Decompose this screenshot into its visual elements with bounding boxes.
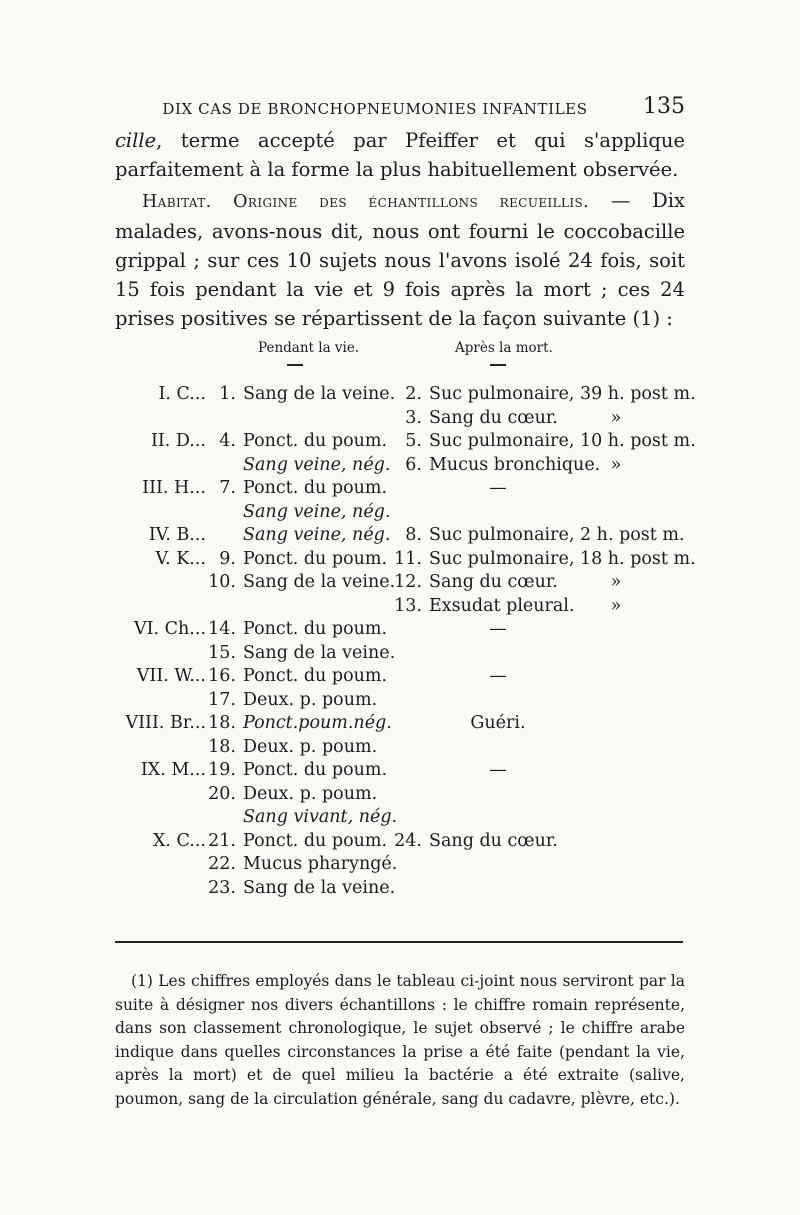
sample-during-life: Ponct. du poum.	[243, 478, 388, 498]
footnote: (1) Les chiffres employés dans le tableau ci-joint nous serviront par la suite à désigner nos divers échantillons : le chiffre romain représente, dans son classement chronologique, le sujet observé ; le chiffre arabe indique dans quelles circonstances la prise a été faite (pendant la vie, après la mort) et de quel milieu la bactérie a été extraite (salive, poumon, sang de la circulation générale, sang du cadavre, plèvre, etc.).	[115, 972, 685, 1108]
sample-during-life: Ponct. du poum.	[243, 431, 388, 451]
table-row	[0, 500, 800, 524]
after-death-mark: —	[489, 760, 507, 780]
sample-number: 5.	[405, 431, 422, 451]
subject-label: X. C...	[152, 830, 206, 851]
table-row	[0, 547, 800, 571]
table-row	[0, 782, 800, 806]
sample-number: 3.	[405, 407, 422, 428]
sample-number: 15.	[208, 642, 236, 663]
sample-number: 24.	[394, 830, 422, 851]
sample-number: 6.	[405, 454, 422, 475]
sample-after-death: Suc pulmonaire, 39 h. post m.	[429, 384, 696, 404]
paragraph-habitat	[115, 186, 685, 333]
italic-term: cille	[115, 129, 157, 152]
sample-during-life: Sang veine, nég.	[243, 501, 391, 522]
sample-during-life: Sang veine, nég.	[243, 525, 391, 545]
ditto-mark: »	[610, 572, 622, 592]
sample-number: 13.	[394, 595, 422, 616]
table-row	[0, 758, 800, 782]
sample-during-life: Sang vivant, nég.	[243, 807, 398, 827]
sample-number: 20.	[208, 783, 236, 804]
after-death-mark: —	[489, 666, 507, 686]
sample-after-death: Exsudat pleural.	[429, 595, 575, 616]
sample-after-death: Suc pulmonaire, 10 h. post m.	[429, 431, 696, 451]
paragraph-text: , terme accepté par Pfeiffer et qui s'applique parfaitement à la forme la plus habituellement observée.	[115, 129, 685, 181]
footnote-rule	[115, 941, 683, 943]
table-row	[0, 453, 800, 477]
sample-number: 4.	[219, 431, 236, 451]
sample-number: 7.	[219, 478, 236, 498]
table-row	[0, 617, 800, 641]
sample-after-death: Mucus bronchique.	[429, 454, 601, 475]
table-row	[0, 523, 800, 547]
sample-number: 21.	[208, 830, 236, 851]
subject-label: IX. M...	[140, 760, 206, 780]
ditto-mark: »	[610, 595, 622, 616]
sample-during-life: Ponct. du poum.	[243, 830, 388, 851]
column-dash	[287, 364, 303, 366]
sample-number: 11.	[394, 548, 422, 569]
sample-number: 18.	[208, 713, 236, 733]
table-row	[0, 711, 800, 735]
sample-during-life: Deux. p. poum.	[243, 736, 378, 757]
subject-label: V. K...	[155, 548, 206, 569]
sample-after-death: Suc pulmonaire, 18 h. post m.	[429, 548, 696, 569]
after-death-mark: —	[489, 619, 507, 639]
table-row	[0, 476, 800, 500]
table-row	[0, 382, 800, 406]
table-row	[0, 429, 800, 453]
table-row	[0, 641, 800, 665]
sample-during-life: Sang de la veine.	[243, 877, 396, 898]
sample-number: 9.	[219, 548, 236, 569]
sample-number: 23.	[208, 877, 236, 898]
subject-label: VII. W...	[136, 666, 206, 686]
subject-label: II. D...	[150, 431, 206, 451]
sample-number: 22.	[208, 854, 236, 874]
sample-during-life: Ponct. du poum.	[243, 666, 388, 686]
sample-during-life: Sang de la veine.	[243, 572, 396, 592]
sample-number: 8.	[405, 525, 422, 545]
section-heading: Habitat. Origine des échantillons recueillis.	[142, 192, 590, 212]
page-number: 135	[643, 94, 685, 119]
sample-number: 12.	[394, 572, 422, 592]
paragraph-continuation	[115, 126, 685, 184]
subject-label: I. C...	[158, 384, 206, 404]
sample-number: 19.	[208, 760, 236, 780]
running-head	[115, 96, 685, 124]
sample-number: 2.	[405, 384, 422, 404]
sample-during-life: Ponct.poum.nég.	[243, 713, 392, 733]
sample-number: 10.	[208, 572, 236, 592]
table-row	[0, 735, 800, 759]
column-dash	[490, 364, 506, 366]
sample-during-life: Ponct. du poum.	[243, 760, 388, 780]
sample-after-death: Suc pulmonaire, 2 h. post m.	[429, 525, 685, 545]
sample-after-death: Sang du cœur.	[429, 830, 558, 851]
table-row	[0, 829, 800, 853]
column-header-after-death: Après la mort.	[455, 340, 553, 356]
sample-after-death: Sang du cœur.	[429, 572, 558, 592]
sample-during-life: Mucus pharyngé.	[243, 854, 398, 874]
after-death-mark: —	[489, 478, 507, 498]
table-row	[0, 570, 800, 594]
sample-number: 18.	[208, 736, 236, 757]
sample-during-life: Sang veine, nég.	[243, 454, 391, 475]
sample-during-life: Ponct. du poum.	[243, 619, 388, 639]
paragraph-text: — Dix malades, avons-nous dit, nous ont fourni le coccobacille grippal ; sur ces 10 sujets nous l'avons isolé 24 fois, soit 15 fois pendant la vie et 9 fois après la mort ; ces 24 prises positives se répartissent de la façon suivante (1) :	[115, 189, 686, 330]
subject-label: IV. B...	[148, 525, 206, 545]
sample-during-life: Sang de la veine.	[243, 642, 396, 663]
sample-after-death: Sang du cœur.	[429, 407, 558, 428]
sample-number: 17.	[208, 689, 236, 710]
sample-during-life: Deux. p. poum.	[243, 689, 378, 710]
sample-number: 16.	[208, 666, 236, 686]
table-row	[0, 876, 800, 900]
ditto-mark: »	[610, 407, 622, 428]
sample-during-life: Sang de la veine.	[243, 384, 396, 404]
sample-number: 14.	[208, 619, 236, 639]
column-header-during-life: Pendant la vie.	[258, 340, 360, 356]
table-row	[0, 664, 800, 688]
running-title: DIX CAS DE BRONCHOPNEUMONIES INFANTILES	[162, 100, 588, 118]
ditto-mark: »	[610, 454, 622, 475]
subject-label: VIII. Br...	[125, 713, 206, 733]
table-row	[0, 688, 800, 712]
table-row	[0, 594, 800, 618]
sample-number: 1.	[219, 384, 236, 404]
table-row	[0, 805, 800, 829]
subject-label: III. H...	[142, 478, 206, 498]
sample-during-life: Deux. p. poum.	[243, 783, 378, 804]
sample-during-life: Ponct. du poum.	[243, 548, 388, 569]
after-death-mark: Guéri.	[470, 713, 526, 733]
table-row	[0, 852, 800, 876]
table-row	[0, 406, 800, 430]
subject-label: VI. Ch...	[133, 619, 206, 639]
